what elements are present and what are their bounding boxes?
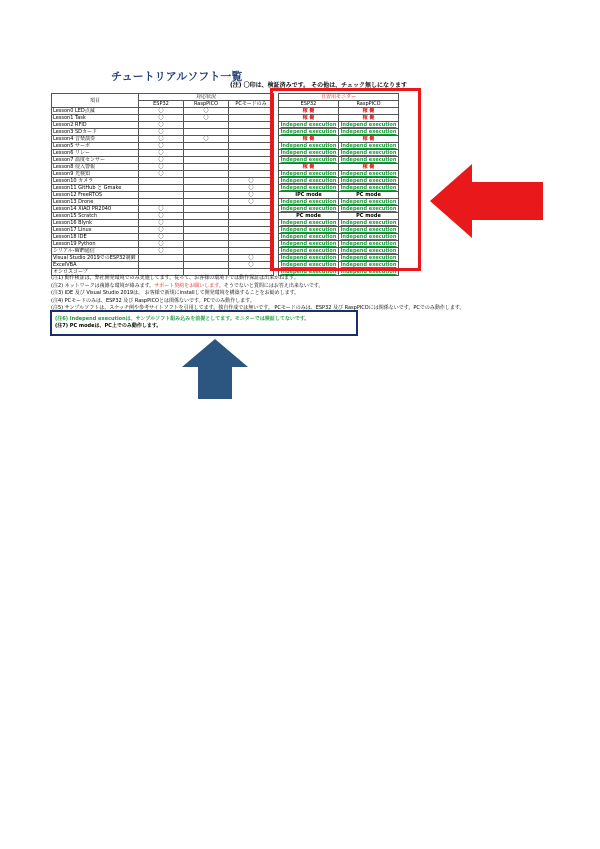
monitor-esp32-status-text: 稼 働 — [302, 108, 315, 114]
monitor-rasppico-status-text: Independ execution — [340, 150, 397, 156]
row-item-label — [52, 220, 139, 227]
rasppico-check — [184, 241, 229, 248]
row-item-label — [52, 206, 139, 213]
esp32-check — [139, 185, 184, 192]
monitor-esp32-status-text: Independ execution — [280, 171, 337, 177]
note-1: (注1) 動作検証は、弊社開発環境でのみ実施してます。従って、お客様の環境下では動作保証は出来かねます。 — [51, 275, 299, 281]
row-item-label — [52, 241, 139, 248]
rasppico-check — [184, 171, 229, 178]
monitor-rasppico-status-text: Independ execution — [340, 157, 397, 163]
esp32-check-text: 〇 — [158, 234, 164, 240]
row-item-label-text: Lesson6 リレー — [53, 150, 90, 156]
header-pc-only: PCモードのみ — [229, 101, 274, 108]
row-item-label-text: Lesson0 LED点滅 — [53, 108, 95, 114]
monitor-rasppico-status-text: Independ execution — [340, 255, 397, 261]
header-rasppico: RaspPICO — [184, 101, 229, 108]
note-2-text-c: そうでないと質問にはお答え出来ないです。 — [223, 282, 324, 289]
red-arrow-icon — [430, 164, 543, 238]
row-item-label-text: シリアル-WiFi通信 — [53, 248, 95, 254]
row-item-label-text: Lesson19 Python — [53, 241, 96, 247]
monitor-rasppico-status-text: 稼 働 — [362, 136, 375, 142]
pc-only-check — [229, 178, 274, 185]
esp32-check — [139, 171, 184, 178]
row-item-label-text: Lesson11 GitHub と Gmake — [53, 185, 122, 191]
esp32-check — [139, 255, 184, 262]
row-item-label-text: Lesson7 温度センサー — [53, 157, 105, 163]
row-item-label — [52, 129, 139, 136]
row-item-label — [52, 213, 139, 220]
esp32-check — [139, 199, 184, 206]
pc-only-check — [229, 129, 274, 136]
header-support: 対応状況 — [139, 94, 274, 101]
monitor-esp32-status-text: Independ execution — [280, 234, 337, 240]
rasppico-check — [184, 178, 229, 185]
monitor-esp32-status-text: Independ execution — [280, 248, 337, 254]
monitor-rasppico-status-text: Independ execution — [340, 185, 397, 191]
rasppico-check-text: 〇 — [203, 108, 209, 114]
rasppico-check — [184, 164, 229, 171]
pc-only-check — [229, 255, 274, 262]
monitor-rasppico-status-text: Independ execution — [340, 269, 397, 275]
monitor-rasppico-status-text: 稼 働 — [362, 115, 375, 121]
row-item-label-text: Lesson10 カメラ — [53, 178, 94, 184]
monitor-rasppico-status-text: Independ execution — [340, 227, 397, 233]
pc-only-check — [229, 262, 274, 269]
monitor-rasppico-status-text: PC mode — [356, 192, 381, 198]
pc-only-check-text: 〇 — [248, 178, 254, 184]
top-note: (注) 〇印は、検証済みです。 その他は、チェック無しになります — [230, 82, 408, 89]
row-item-label-text: Lesson17 Linux — [53, 227, 92, 233]
header-esp32: ESP32 — [139, 101, 184, 108]
row-item-label — [52, 185, 139, 192]
row-item-label-text: オシロスコープ — [53, 269, 88, 275]
monitor-rasppico-status-text: Independ execution — [340, 206, 397, 212]
pc-only-check — [229, 220, 274, 227]
rasppico-check — [184, 234, 229, 241]
rasppico-check-text: 〇 — [203, 115, 209, 121]
row-item-label — [52, 157, 139, 164]
esp32-check-text: 〇 — [158, 115, 164, 121]
page-title: チュートリアルソフト一覧 — [111, 70, 243, 83]
row-item-label — [52, 248, 139, 255]
monitor-rasppico-status-text: Independ execution — [340, 199, 397, 205]
header-item: 項目 — [52, 94, 139, 108]
esp32-check — [139, 108, 184, 115]
note-4: (注4) PCモードのみは、ESP32 及び RaspPICOとは関係ないです。PCでのみ動作します。 — [51, 297, 255, 304]
esp32-check-text: 〇 — [158, 129, 164, 135]
pc-only-check — [229, 136, 274, 143]
row-item-label-text: Visual Studio 2019でのESP32制御 — [53, 255, 136, 261]
rasppico-check — [184, 206, 229, 213]
esp32-check — [139, 129, 184, 136]
row-item-label — [52, 150, 139, 157]
pc-only-check — [229, 192, 274, 199]
rasppico-check — [184, 115, 229, 122]
esp32-check-text: 〇 — [158, 206, 164, 212]
monitor-rasppico-status-text: 稼 働 — [362, 108, 375, 114]
esp32-check-text: 〇 — [158, 136, 164, 142]
monitor-rasppico-status-text: Independ execution — [340, 234, 397, 240]
pc-only-check — [229, 157, 274, 164]
monitor-rasppico-status-text: Independ execution — [340, 171, 397, 177]
rasppico-check — [184, 227, 229, 234]
row-item-label — [52, 262, 139, 269]
monitor-esp32-status-text: Independ execution — [280, 241, 337, 247]
row-item-label-text: Lesson18 IDE — [53, 234, 87, 240]
esp32-check — [139, 178, 184, 185]
row-item-label-text: Lesson5 サーボ — [53, 143, 90, 149]
row-item-label-text: Lesson13 Drone — [53, 199, 94, 205]
monitor-rasppico-status-text: 稼 働 — [362, 164, 375, 170]
pc-only-check — [229, 227, 274, 234]
monitor-esp32-status-text: Independ execution — [280, 199, 337, 205]
rasppico-check — [184, 255, 229, 262]
row-item-label — [52, 178, 139, 185]
pc-only-check — [229, 150, 274, 157]
row-item-label — [52, 171, 139, 178]
pc-only-check-text: 〇 — [248, 255, 254, 261]
blue-arrow-icon — [182, 339, 248, 399]
note-2-highlight: サポート契約をお願いします。 — [154, 282, 224, 289]
esp32-check-text: 〇 — [158, 143, 164, 149]
rasppico-check — [184, 199, 229, 206]
rasppico-check-text: 〇 — [203, 136, 209, 142]
row-item-label — [52, 255, 139, 262]
row-item-label-text: Lesson16 Blynk — [53, 220, 93, 226]
rasppico-check — [184, 129, 229, 136]
monitor-esp32-status-text: Independ execution — [280, 227, 337, 233]
monitor-esp32-status-text: Independ execution — [280, 269, 337, 275]
row-item-label-text: Lesson15 Scratch — [53, 213, 98, 219]
pc-only-check — [229, 234, 274, 241]
esp32-check-text: 〇 — [158, 227, 164, 233]
monitor-rasppico-status-text: PC mode — [356, 213, 381, 219]
note-7: (注7) PC modeは、PC上でのみ動作します。 — [55, 323, 162, 329]
row-item-label — [52, 192, 139, 199]
pc-only-check — [229, 185, 274, 192]
row-item-label — [52, 164, 139, 171]
monitor-rasppico-status-text: Independ execution — [340, 129, 397, 135]
esp32-check-text: 〇 — [158, 248, 164, 254]
note-2 — [51, 283, 464, 291]
rasppico-check — [184, 157, 229, 164]
monitor-esp32-status-text: 稼 働 — [302, 115, 315, 121]
monitor-esp32-status-text: Independ execution — [280, 150, 337, 156]
row-item-label — [52, 199, 139, 206]
notes-block — [51, 275, 464, 313]
pc-only-check — [229, 143, 274, 150]
row-item-label-text: Lesson1 Task — [53, 115, 86, 121]
rasppico-check — [184, 248, 229, 255]
esp32-check-text: 〇 — [158, 164, 164, 170]
pc-only-check-text: 〇 — [248, 185, 254, 191]
monitor-esp32-status-text: Independ execution — [280, 220, 337, 226]
row-item-label-text: Lesson12 FreeRTOS — [53, 192, 103, 198]
rasppico-check — [184, 136, 229, 143]
monitor-esp32-status-text: Independ execution — [280, 185, 337, 191]
esp32-check — [139, 150, 184, 157]
monitor-rasppico-status-text: Independ execution — [340, 178, 397, 184]
monitor-rasppico-status-text: Independ execution — [340, 220, 397, 226]
pc-only-check — [229, 213, 274, 220]
esp32-check-text: 〇 — [158, 122, 164, 128]
pc-only-check — [229, 241, 274, 248]
rasppico-check — [184, 185, 229, 192]
monitor-esp32-status-text: Independ execution — [280, 157, 337, 163]
rasppico-check — [184, 143, 229, 150]
esp32-check — [139, 241, 184, 248]
pc-only-check-text: 〇 — [248, 192, 254, 198]
pc-only-check — [229, 248, 274, 255]
esp32-check — [139, 227, 184, 234]
row-item-label — [52, 143, 139, 150]
pc-only-check — [229, 115, 274, 122]
esp32-check — [139, 206, 184, 213]
monitor-esp32-status-text: Independ execution — [280, 122, 337, 128]
rasppico-check — [184, 150, 229, 157]
esp32-check-text: 〇 — [158, 157, 164, 163]
esp32-check — [139, 143, 184, 150]
esp32-check-text: 〇 — [158, 213, 164, 219]
monitor-esp32-status-text: PC mode — [296, 213, 321, 219]
esp32-check-text: 〇 — [158, 150, 164, 156]
monitor-highlight-box — [270, 88, 421, 271]
pc-only-check-text: 〇 — [248, 199, 254, 205]
row-item-label-text: Lesson8 侵入警報 — [53, 164, 95, 170]
pc-only-check — [229, 199, 274, 206]
esp32-check — [139, 157, 184, 164]
rasppico-check — [184, 213, 229, 220]
pc-only-check — [229, 122, 274, 129]
row-item-label-text: Lesson9 光検知 — [53, 171, 90, 177]
esp32-check — [139, 213, 184, 220]
header-monitor-rasppico: RaspPICO — [339, 101, 399, 108]
esp32-check — [139, 136, 184, 143]
row-item-label-text: Lesson4 音楽演奏 — [53, 136, 95, 142]
monitor-esp32-status-text: IPC mode — [295, 192, 322, 198]
row-item-label-text: Lesson2 RFID — [53, 122, 87, 128]
note-3: (注3) IDE 及び Visual Studio 2019は、 お客様で新規にinstallして開発環境を構築することをお勧めします。 — [51, 290, 300, 296]
row-item-label — [52, 136, 139, 143]
rasppico-check — [184, 262, 229, 269]
row-item-label — [52, 122, 139, 129]
row-item-label — [52, 227, 139, 234]
note-2-text-a: (注2) ネットワークは複雑な環境が絡みます。 — [51, 282, 155, 289]
monitor-rasppico-status-text: Independ execution — [340, 248, 397, 254]
esp32-check-text: 〇 — [158, 108, 164, 114]
esp32-check — [139, 164, 184, 171]
rasppico-check — [184, 122, 229, 129]
monitor-esp32-status-text: Independ execution — [280, 262, 337, 268]
esp32-check — [139, 248, 184, 255]
monitor-esp32-status-text: 稼 働 — [302, 164, 315, 170]
pc-only-check — [229, 171, 274, 178]
row-item-label — [52, 234, 139, 241]
row-item-label-text: ExcelVBA — [53, 262, 77, 268]
esp32-check — [139, 192, 184, 199]
note-6: (注6) Independ executionは、サンプルソフト組み込みを前提としてます。モニターでは検証してないです。 — [55, 316, 310, 322]
row-item-label — [52, 108, 139, 115]
note-5: (注5) サンプルソフトは、スケッチ例や参考サイトソフトを引用してます。独自作成では無いです。 PCモードのみは、ESP32 及び RaspPICOには関係ないです。PCでのみ動作します。 — [51, 305, 465, 311]
esp32-check — [139, 262, 184, 269]
esp32-check — [139, 220, 184, 227]
monitor-esp32-status-text: Independ execution — [280, 178, 337, 184]
monitor-esp32-status-text: Independ execution — [280, 143, 337, 149]
esp32-check-text: 〇 — [158, 241, 164, 247]
monitor-esp32-status-text: Independ execution — [280, 129, 337, 135]
pc-only-check-text: 〇 — [248, 262, 254, 268]
monitor-rasppico-status-text: Independ execution — [340, 262, 397, 268]
header-monitor-esp32: ESP32 — [279, 101, 339, 108]
monitor-esp32-status-text: 稼 働 — [302, 136, 315, 142]
row-item-label — [52, 115, 139, 122]
esp32-check-text: 〇 — [158, 220, 164, 226]
rasppico-check — [184, 192, 229, 199]
esp32-check — [139, 234, 184, 241]
monitor-esp32-status-text: Independ execution — [280, 255, 337, 261]
pc-only-check — [229, 206, 274, 213]
monitor-rasppico-status-text: Independ execution — [340, 122, 397, 128]
esp32-check-text: 〇 — [158, 171, 164, 177]
monitor-esp32-status-text: Independ execution — [280, 206, 337, 212]
row-item-label-text: Lesson14 XIAO PR2040 — [53, 206, 112, 212]
row-item-label-text: Lesson3 SDカード — [53, 129, 98, 135]
esp32-check — [139, 115, 184, 122]
pc-only-check — [229, 108, 274, 115]
monitor-rasppico-status-text: Independ execution — [340, 143, 397, 149]
monitor-rasppico-status-text: Independ execution — [340, 241, 397, 247]
highlighted-notes-box — [50, 310, 358, 336]
header-monitor: 自習用モニター — [279, 94, 399, 101]
pc-only-check — [229, 164, 274, 171]
rasppico-check — [184, 220, 229, 227]
rasppico-check — [184, 108, 229, 115]
esp32-check — [139, 122, 184, 129]
